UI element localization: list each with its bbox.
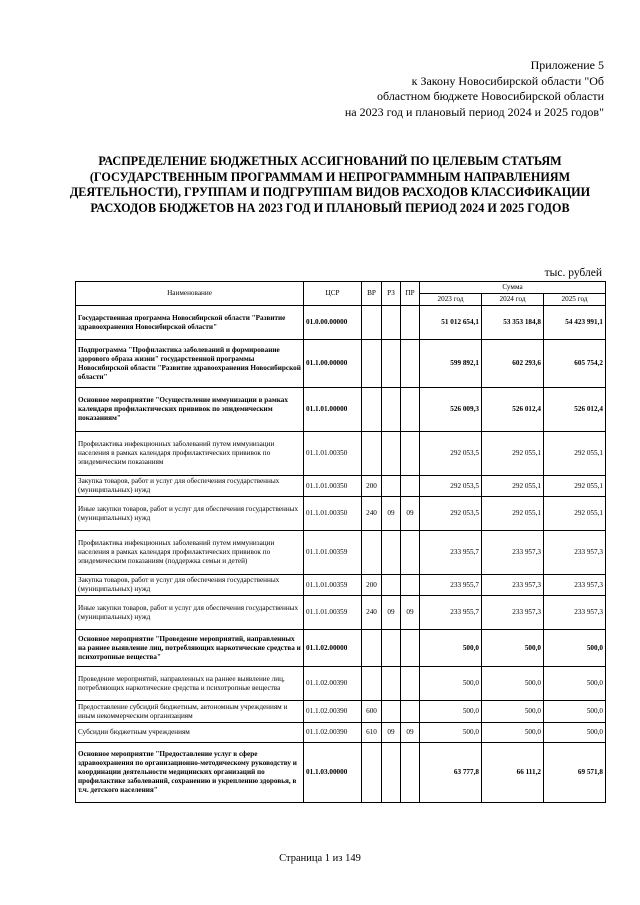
row-pr: [401, 630, 420, 667]
row-rz: [382, 476, 401, 497]
row-vr: [362, 432, 382, 476]
row-amount-2024: 233 957,3: [482, 596, 544, 630]
title-line: ДЕЯТЕЛЬНОСТИ), ГРУППАМ И ПОДГРУППАМ ВИДОВ РАСХОДОВ КЛАССИФИКАЦИИ: [69, 185, 591, 199]
row-amount-2023: 233 955,7: [420, 596, 482, 630]
row-amount-2025: 233 957,3: [544, 575, 606, 596]
table-row: [76, 743, 606, 803]
row-csr: 01.1.01.00350: [304, 497, 362, 531]
row-vr: [362, 667, 382, 701]
header-year-2024: 2024 год: [482, 294, 544, 306]
row-rz: [382, 306, 401, 340]
row-rz: 09: [382, 723, 401, 743]
row-rz: 09: [382, 497, 401, 531]
row-vr: [362, 743, 382, 803]
row-amount-2025: 500,0: [544, 701, 606, 723]
row-amount-2023: 292 053,5: [420, 497, 482, 531]
row-csr: 01.1.01.00000: [304, 388, 362, 432]
row-rz: [382, 340, 401, 388]
row-pr: [401, 667, 420, 701]
row-name: Иные закупки товаров, работ и услуг для обеспечения государственных (муниципальных) нужд: [76, 497, 304, 531]
row-amount-2023: 599 892,1: [420, 340, 482, 388]
row-amount-2024: 526 012,4: [482, 388, 544, 432]
row-rz: 09: [382, 596, 401, 630]
row-amount-2025: 292 055,1: [544, 497, 606, 531]
row-amount-2025: 54 423 991,1: [544, 306, 606, 340]
row-amount-2023: 233 955,7: [420, 531, 482, 575]
row-vr: [362, 630, 382, 667]
row-vr: 600: [362, 701, 382, 723]
document-title: [60, 154, 600, 216]
row-name: Государственная программа Новосибирской области "Развитие здравоохранения Новосибирской области": [76, 306, 304, 340]
row-amount-2023: 500,0: [420, 630, 482, 667]
row-vr: 240: [362, 596, 382, 630]
row-pr: [401, 340, 420, 388]
row-pr: [401, 575, 420, 596]
header-year-2023: 2023 год: [420, 294, 482, 306]
header-vr: ВР: [362, 282, 382, 306]
row-amount-2024: 500,0: [482, 701, 544, 723]
table-row: [76, 306, 606, 340]
row-name: Иные закупки товаров, работ и услуг для обеспечения государственных (муниципальных) нужд: [76, 596, 304, 630]
row-pr: [401, 476, 420, 497]
row-csr: 01.1.01.00350: [304, 476, 362, 497]
row-csr: 01.1.02.00000: [304, 630, 362, 667]
title-line: РАСПРЕДЕЛЕНИЕ БЮДЖЕТНЫХ АССИГНОВАНИЙ ПО ЦЕЛЕВЫМ СТАТЬЯМ: [98, 154, 562, 168]
row-amount-2024: 233 957,3: [482, 531, 544, 575]
row-amount-2023: 233 955,7: [420, 575, 482, 596]
row-pr: [401, 388, 420, 432]
row-name: Профилактика инфекционных заболеваний путем иммунизации населения в рамках календаря профилактических прививок по эпидемическим показаниям (поддержка семьи и детей): [76, 531, 304, 575]
table-row: [76, 723, 606, 743]
table-row: [76, 667, 606, 701]
row-amount-2024: 66 111,2: [482, 743, 544, 803]
row-vr: 200: [362, 575, 382, 596]
table-body: [76, 306, 606, 803]
row-name: Подпрограмма "Профилактика заболеваний и формирование здорового образа жизни" государственной программы Новосибирской области "Развитие здравоохранения Новосибирской области": [76, 340, 304, 388]
table-row: [76, 388, 606, 432]
row-pr: [401, 432, 420, 476]
table-row: [76, 476, 606, 497]
row-amount-2024: 233 957,3: [482, 575, 544, 596]
annex-line: на 2023 год и плановый период 2024 и 2025 годов": [344, 104, 604, 119]
row-csr: 01.1.02.00390: [304, 701, 362, 723]
row-amount-2025: 526 012,4: [544, 388, 606, 432]
budget-table: [75, 281, 606, 803]
annex-line: областном бюджете Новосибирской области: [377, 89, 604, 103]
header-pr: ПР: [401, 282, 420, 306]
row-amount-2023: 500,0: [420, 667, 482, 701]
row-amount-2023: 292 053,5: [420, 476, 482, 497]
row-amount-2024: 292 055,1: [482, 432, 544, 476]
row-amount-2023: 500,0: [420, 723, 482, 743]
table-row: [76, 575, 606, 596]
table-header: [76, 282, 606, 306]
row-name: Профилактика инфекционных заболеваний путем иммунизации населения в рамках календаря профилактических прививок по эпидемическим показаниям: [76, 432, 304, 476]
row-pr: [401, 306, 420, 340]
header-rz: РЗ: [382, 282, 401, 306]
row-pr: [401, 531, 420, 575]
row-vr: [362, 306, 382, 340]
row-amount-2025: 233 957,3: [544, 531, 606, 575]
row-csr: 01.1.02.00390: [304, 667, 362, 701]
row-vr: [362, 340, 382, 388]
row-amount-2023: 51 012 654,1: [420, 306, 482, 340]
row-rz: [382, 432, 401, 476]
table-row: [76, 497, 606, 531]
table-row: [76, 531, 606, 575]
row-pr: [401, 743, 420, 803]
row-amount-2024: 292 055,1: [482, 497, 544, 531]
row-name: Основное мероприятие "Предоставление услуг в сфере здравоохранения по организационно-методическому руководству и координации деятельности медицинских организаций по профилактике заболеваний, сохранению и укреплению здоровья, в т.ч. детского населения": [76, 743, 304, 803]
table-row: [76, 432, 606, 476]
row-rz: [382, 630, 401, 667]
row-rz: [382, 575, 401, 596]
row-csr: 01.1.00.00000: [304, 340, 362, 388]
units-label: тыс. рублей: [544, 267, 602, 279]
title-line: РАСХОДОВ БЮДЖЕТОВ НА 2023 ГОД И ПЛАНОВЫЙ ПЕРИОД 2024 И 2025 ГОДОВ: [90, 200, 570, 215]
row-amount-2024: 602 293,6: [482, 340, 544, 388]
header-csr: ЦСР: [304, 282, 362, 306]
row-amount-2023: 292 053,5: [420, 432, 482, 476]
row-rz: [382, 743, 401, 803]
row-name: Закупка товаров, работ и услуг для обеспечения государственных (муниципальных) нужд: [76, 476, 304, 497]
row-vr: 240: [362, 497, 382, 531]
row-amount-2025: 500,0: [544, 723, 606, 743]
row-pr: [401, 701, 420, 723]
row-rz: [382, 531, 401, 575]
row-vr: [362, 531, 382, 575]
row-name: Предоставление субсидий бюджетным, автономным учреждениям и иным некоммерческим организациям: [76, 701, 304, 723]
row-name: Субсидии бюджетным учреждениям: [76, 723, 304, 743]
row-vr: 610: [362, 723, 382, 743]
row-name: Основное мероприятие "Осуществление иммунизации в рамках календаря профилактических прививок по эпидемическим показаниям": [76, 388, 304, 432]
row-csr: 01.0.00.00000: [304, 306, 362, 340]
row-csr: 01.1.01.00359: [304, 575, 362, 596]
row-amount-2024: 500,0: [482, 723, 544, 743]
table-row: [76, 630, 606, 667]
row-amount-2023: 63 777,8: [420, 743, 482, 803]
page-number: Страница 1 из 149: [279, 853, 361, 864]
table-row: [76, 701, 606, 723]
table-row: [76, 596, 606, 630]
header-name: Наименование: [76, 282, 304, 306]
row-amount-2023: 526 009,3: [420, 388, 482, 432]
row-csr: 01.1.02.00390: [304, 723, 362, 743]
row-rz: [382, 667, 401, 701]
row-amount-2024: 292 055,1: [482, 476, 544, 497]
row-amount-2025: 500,0: [544, 667, 606, 701]
row-csr: 01.1.03.00000: [304, 743, 362, 803]
header-year-2025: 2025 год: [544, 294, 606, 306]
annex-line: Приложение 5: [530, 58, 604, 72]
row-amount-2025: 292 055,1: [544, 476, 606, 497]
annex-reference: [274, 58, 604, 120]
row-amount-2023: 500,0: [420, 701, 482, 723]
annex-line: к Закону Новосибирской области "Об: [411, 73, 604, 88]
header-sum: Сумма: [420, 282, 606, 294]
row-vr: [362, 388, 382, 432]
row-name: Основное мероприятие "Проведение мероприятий, направленных на раннее выявление лиц, потребляющих наркотические средства и психотропные вещества": [76, 630, 304, 667]
row-amount-2025: 500,0: [544, 630, 606, 667]
row-amount-2025: 233 957,3: [544, 596, 606, 630]
row-pr: 09: [401, 723, 420, 743]
row-csr: 01.1.01.00359: [304, 596, 362, 630]
row-amount-2025: 292 055,1: [544, 432, 606, 476]
row-rz: [382, 701, 401, 723]
row-csr: 01.1.01.00359: [304, 531, 362, 575]
row-amount-2024: 500,0: [482, 667, 544, 701]
row-amount-2024: 500,0: [482, 630, 544, 667]
row-csr: 01.1.01.00350: [304, 432, 362, 476]
row-vr: 200: [362, 476, 382, 497]
table-row: [76, 340, 606, 388]
row-amount-2025: 605 754,2: [544, 340, 606, 388]
row-rz: [382, 388, 401, 432]
row-amount-2025: 69 571,8: [544, 743, 606, 803]
row-amount-2024: 53 353 184,8: [482, 306, 544, 340]
row-pr: 09: [401, 596, 420, 630]
title-line: (ГОСУДАРСТВЕННЫМ ПРОГРАММАМ И НЕПРОГРАММНЫМ НАПРАВЛЕНИЯМ: [89, 169, 571, 184]
row-pr: 09: [401, 497, 420, 531]
row-name: Проведение мероприятий, направленных на раннее выявление лиц, потребляющих наркотические средства и психотропные вещества: [76, 667, 304, 701]
row-name: Закупка товаров, работ и услуг для обеспечения государственных (муниципальных) нужд: [76, 575, 304, 596]
